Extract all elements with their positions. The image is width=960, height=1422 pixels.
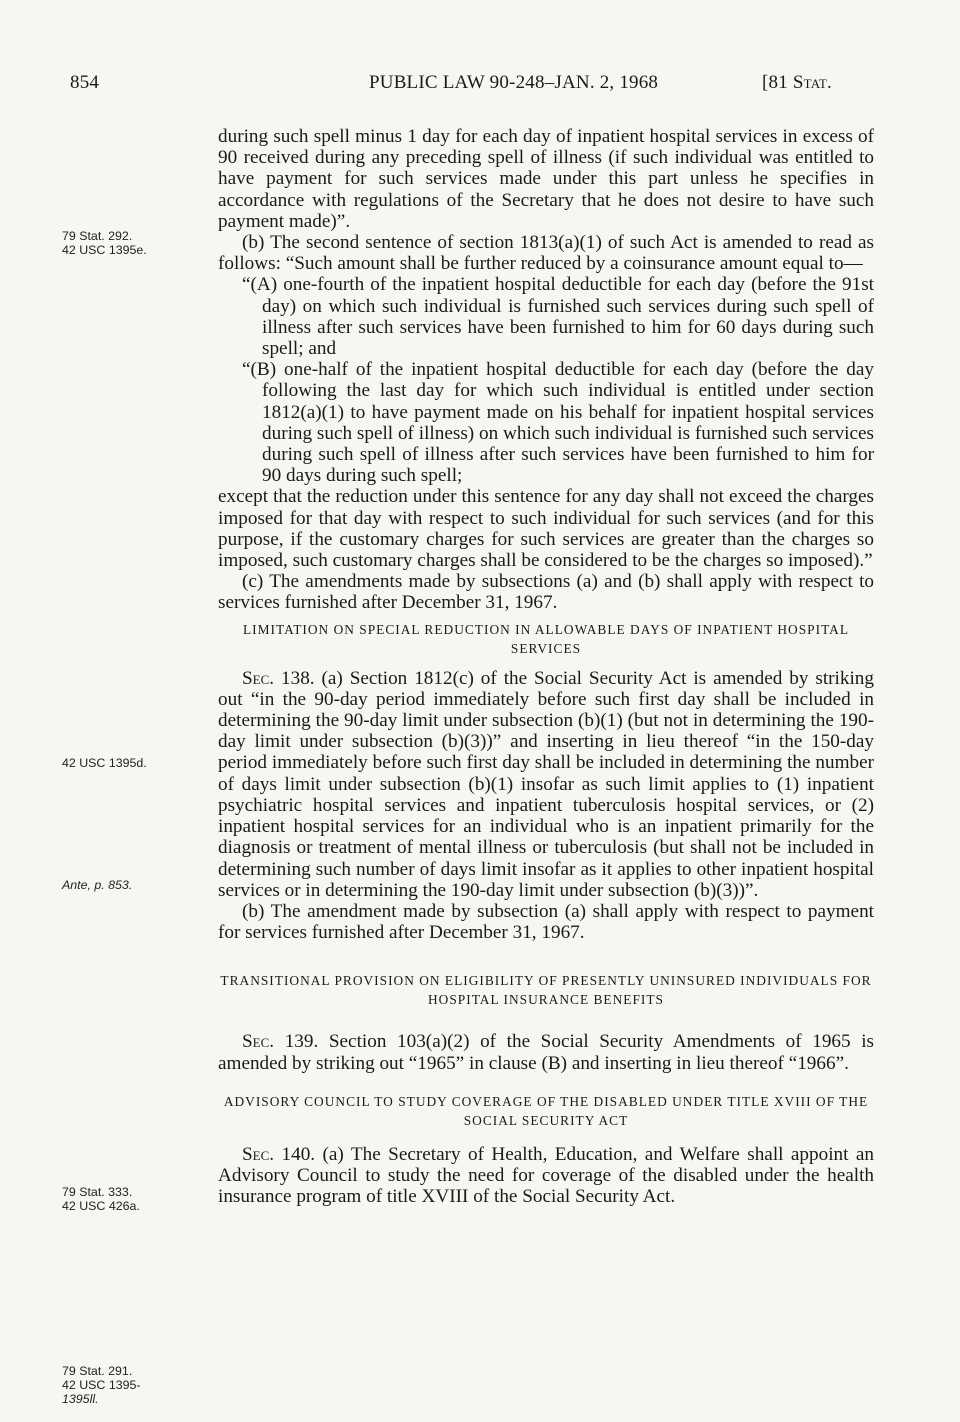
paragraph: (b) The second sentence of section 1813(a)(1) of such Act is amended to read as follows: “Such amount shall be further reduced by a coinsurance amount equal to—	[218, 232, 874, 275]
section-139	[218, 1031, 874, 1073]
section-text: 140. (a) The Secretary of Health, Education, and Welfare shall appoint an Advisory Council to study the need for coverage of the disabled under the health insurance program of title XVIII of the Social Security Act.	[218, 1143, 874, 1208]
sec-label: Sec.	[242, 1143, 275, 1165]
margin-note-line: 42 USC 1395d.	[62, 756, 147, 770]
stat-prefix: [81	[762, 72, 793, 93]
section-text: 138. (a) Section 1812(c) of the Social Security Act is amended by striking out “in the 90-day period immediately before such first day shall be included in determining the 90-day limit under subsection (b)(1) (but not in determining the 190-day limit under subsection (b)(3))” and inserting in lieu thereof “in the 150-day period immediately before such first day shall be included in determining the number of days limit under subsection (b)(1) insofar as such limit applies to (1) inpatient psychiatric hospital services and inpatient tuberculosis hospital services, or (2) inpatient hospital services for an individual who is an inpatient primarily for the diagnosis or treatment of mental illness or tuberculosis (but shall not be included in determining such number of days limit insofar as it applies to other inpatient hospital services or in determining the 190-day limit under subsection (b)(3))”.	[218, 667, 874, 901]
margin-note-2	[62, 756, 202, 770]
section-text: 139. Section 103(a)(2) of the Social Security Amendments of 1965 is amended by striking out “1965” in clause (B) and inserting in lieu thereof “1966”.	[218, 1031, 874, 1074]
section-heading: ADVISORY COUNCIL TO STUDY COVERAGE OF THE DISABLED UNDER TITLE XVIII OF THE SOCIAL SECURITY ACT	[223, 1093, 869, 1128]
clause-b: “(B) one-half of the inpatient hospital deductible for each day (before the day following the last day for which such individual is entitled under section 1812(a)(1) to have payment made on his behalf for inpatient hospital services during such spell of illness) on which such individual is furnished such services during such spell of illness after such services have been furnished to him for 90 days during such spell;	[242, 359, 874, 487]
margin-note-line: Ante, p. 853.	[62, 878, 133, 892]
paragraph: except that the reduction under this sentence for any day shall not exceed the charges imposed for that day with respect to such individual for such services (and for this purpose, if the customary charges for such services are greater than the charges so imposed, such customary charges shall be considered to be the charges so imposed).”	[218, 486, 874, 572]
paragraph: during such spell minus 1 day for each day of inpatient hospital services in excess of 90 received during any preceding spell of illness (if such individual was entitled to have payment for such services made under this part unless he specifies in accordance with regulations of the Secretary that he does not desire to have such payment made)”.	[218, 126, 874, 232]
clause-a: “(A) one-fourth of the inpatient hospital deductible for each day (before the 91st day) on which such individual is furnished such services during such spell of illness after such services have been furnished to him for 60 days during such spell; and	[242, 274, 874, 360]
section-heading: LIMITATION ON SPECIAL REDUCTION IN ALLOWABLE DAYS OF INPATIENT HOSPITAL SERVICES	[242, 621, 850, 656]
margin-note-line: 79 Stat. 333.	[62, 1185, 133, 1199]
page-number: 854	[70, 72, 100, 93]
sec-label: Sec.	[242, 1031, 275, 1053]
statute-citation	[762, 72, 832, 94]
section-140	[218, 1144, 874, 1208]
margin-note-1	[62, 229, 202, 257]
main-text	[218, 126, 874, 1207]
margin-note-5	[62, 1364, 202, 1406]
section-138	[218, 668, 874, 901]
margin-note-line: 79 Stat. 291.	[62, 1364, 133, 1378]
margin-note-line: 42 USC 1395e.	[62, 243, 147, 257]
paragraph: (b) The amendment made by subsection (a) shall apply with respect to payment for services furnished after December 31, 1967.	[218, 900, 874, 944]
margin-note-line: 42 USC 426a.	[62, 1199, 140, 1213]
margin-note-line: 1395ll.	[62, 1392, 99, 1406]
margin-note-4	[62, 1185, 202, 1213]
stat-word: Stat.	[792, 72, 832, 93]
section-heading: TRANSITIONAL PROVISION ON ELIGIBILITY OF PRESENTLY UNINSURED INDIVIDUALS FOR HOSPITAL INSURANCE BENEFITS	[220, 973, 872, 1008]
page-title: PUBLIC LAW 90-248–JAN. 2, 1968	[369, 72, 659, 93]
margin-note-line: 79 Stat. 292.	[62, 229, 133, 243]
sec-label: Sec.	[242, 667, 275, 689]
margin-note-line: 42 USC 1395-	[62, 1378, 141, 1392]
paragraph: (c) The amendments made by subsections (a) and (b) shall apply with respect to services furnished after December 31, 1967.	[218, 571, 874, 614]
margin-note-3	[62, 878, 202, 892]
